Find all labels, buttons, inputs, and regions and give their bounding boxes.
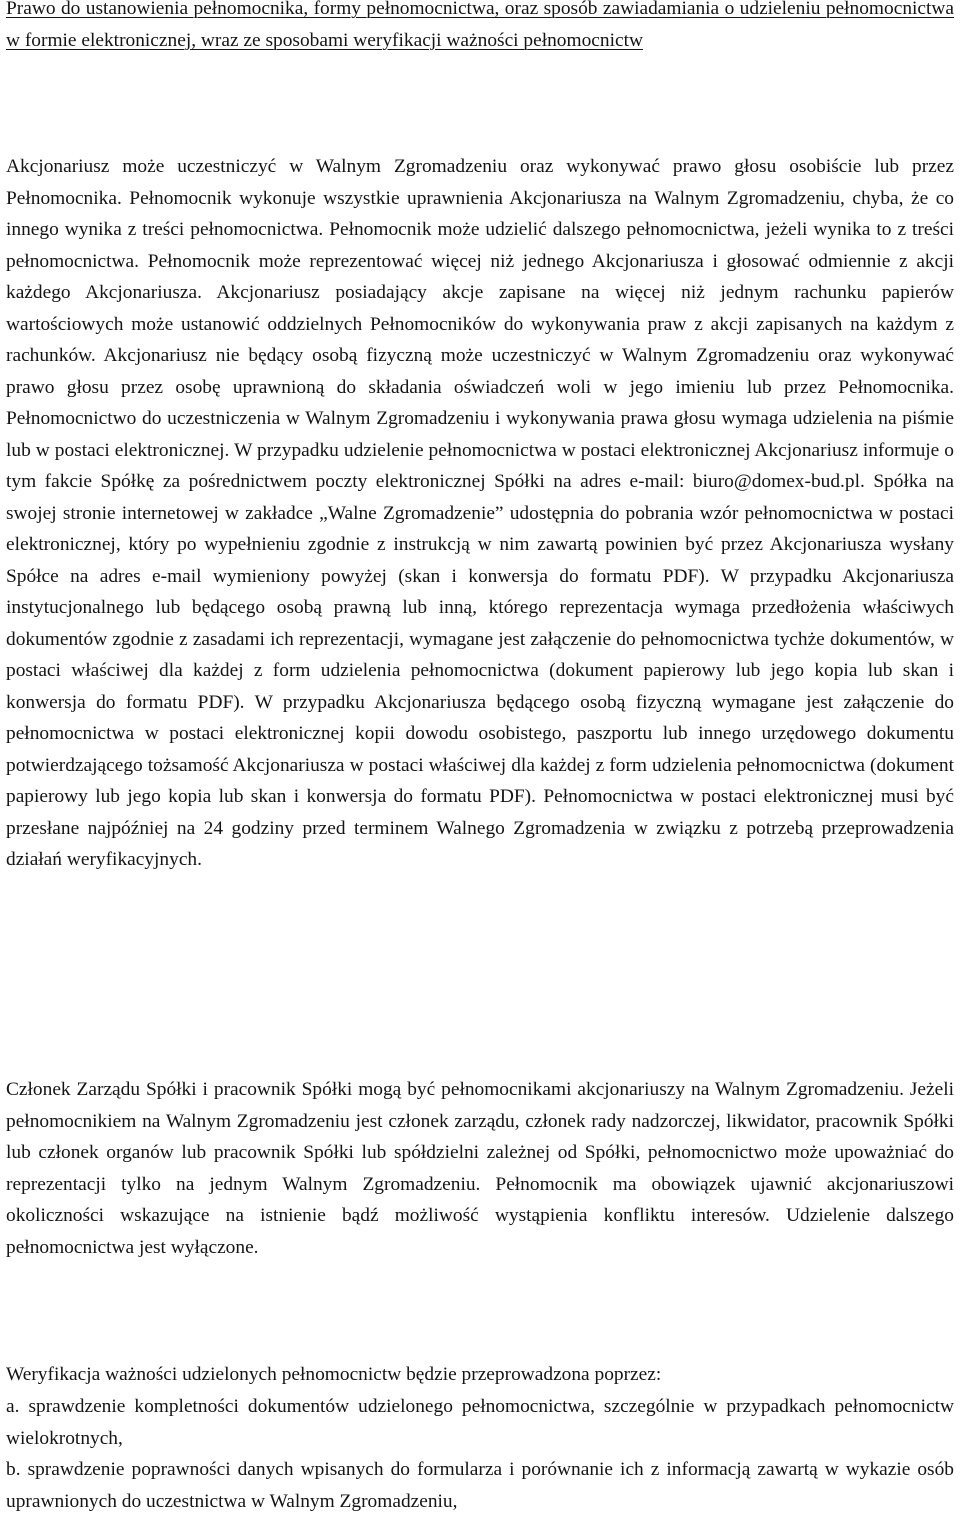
verification-item-b: b. sprawdzenie poprawności danych wpisanych do formularza i porównanie ich z informacją zawartą w wykazie osób uprawnionych do uczestnictwa w Walnym Zgromadzeniu, [6,1459,954,1512]
section-heading: Prawo do ustanowienia pełnomocnika, formy pełnomocnictwa, oraz sposób zawiadamiania o udzieleniu pełnomocnictwa w formie elektronicznej, wraz ze sposobami weryfikacji ważności pełnomocnictw [6,0,954,51]
board-member-proxy-paragraph: Członek Zarządu Spółki i pracownik Spółki mogą być pełnomocnikami akcjonariuszy na Walnym Zgromadzeniu. Jeżeli pełnomocnikiem na Walnym Zgromadzeniu jest członek zarządu, członek rady nadzorczej, likwidator, pracownik Spółki lub członek organów lub pracownik Spółki lub spółdzielni zależnej od Spółki, pełnomocnictwo może upoważniać do reprezentacji tylko na jednym Walnym Zgromadzeniu. Pełnomocnik ma obowiązek ujawnić akcjonariuszowi okoliczności wskazujące na istnienie bądź możliwość wystąpienia konfliktu interesów. Udzielenie dalszego pełnomocnictwa jest wyłączone. [6,1079,954,1258]
verification-item-a: a. sprawdzenie kompletności dokumentów udzielonego pełnomocnictwa, szczególnie w przypadkach pełnomocnictw wielokrotnych, [6,1396,954,1449]
proxy-rights-paragraph: Akcjonariusz może uczestniczyć w Walnym Zgromadzeniu oraz wykonywać prawo głosu osobiście lub przez Pełnomocnika. Pełnomocnik wykonuje wszystkie uprawnienia Akcjonariusza na Walnym Zgromadzeniu, chyba, że co innego wynika z treści pełnomocnictwa. Pełnomocnik może udzielić dalszego pełnomocnictwa, jeżeli wynika to z treści pełnomocnictwa. Pełnomocnik może reprezentować więcej niż jednego Akcjonariusza i głosować odmiennie z akcji każdego Akcjonariusza. Akcjonariusz posiadający akcje zapisane na więcej niż jednym rachunku papierów wartościowych może ustanowić oddzielnych Pełnomocników do wykonywania praw z akcji zapisanych na każdym z rachunków. Akcjonariusz nie będący osobą fizyczną może uczestniczyć w Walnym Zgromadzeniu oraz wykonywać prawo głosu przez osobę uprawnioną do składania oświadczeń woli w jego imieniu lub przez Pełnomocnika. Pełnomocnictwo do uczestniczenia w Walnym Zgromadzeniu i wykonywania prawa głosu wymaga udzielenia na piśmie lub w postaci elektronicznej. W przypadku udzielenie pełnomocnictwa w postaci elektronicznej Akcjonariusz informuje o tym fakcie Spółkę za pośrednictwem poczty elektronicznej Spółki na adres e-mail: biuro@domex-bud.pl. Spółka na swojej stronie internetowej w zakładce „Walne Zgromadzenie” udostępnia do pobrania wzór pełnomocnictwa w postaci elektronicznej, który po wypełnieniu zgodnie z instrukcją w nim zawartą powinien być przez Akcjonariusza wysłany Spółce na adres e-mail wymieniony powyżej (skan i konwersja do formatu PDF). W przypadku Akcjonariusza instytucjonalnego lub będącego osobą prawną lub inną, którego reprezentacja wymaga przedłożenia właściwych dokumentów zgodnie z zasadami ich reprezentacji, wymagane jest załączenie do pełnomocnictwa tychże dokumentów, w postaci właściwej dla każdej z form udzielenia pełnomocnictwa (dokument papierowy lub jego kopia lub skan i konwersja do formatu PDF). W przypadku Akcjonariusza będącego osobą fizyczną wymagane jest załączenie do pełnomocnictwa w postaci elektronicznej kopii dowodu osobistego, paszportu lub innego urzędowego dokumentu potwierdzającego tożsamość Akcjonariusza w postaci właściwej dla każdej z form udzielenia pełnomocnictwa (dokument papierowy lub jego kopia lub skan i konwersja do formatu PDF). Pełnomocnictwa w postaci elektronicznej musi być przesłane najpóźniej na 24 godziny przed terminem Walnego Zgromadzenia w związku z potrzebą przeprowadzenia działań weryfikacyjnych. [6,156,954,870]
verification-intro: Weryfikacja ważności udzielonych pełnomocnictw będzie przeprowadzona poprzez: [6,1364,662,1385]
verification-list [6,1391,954,1517]
